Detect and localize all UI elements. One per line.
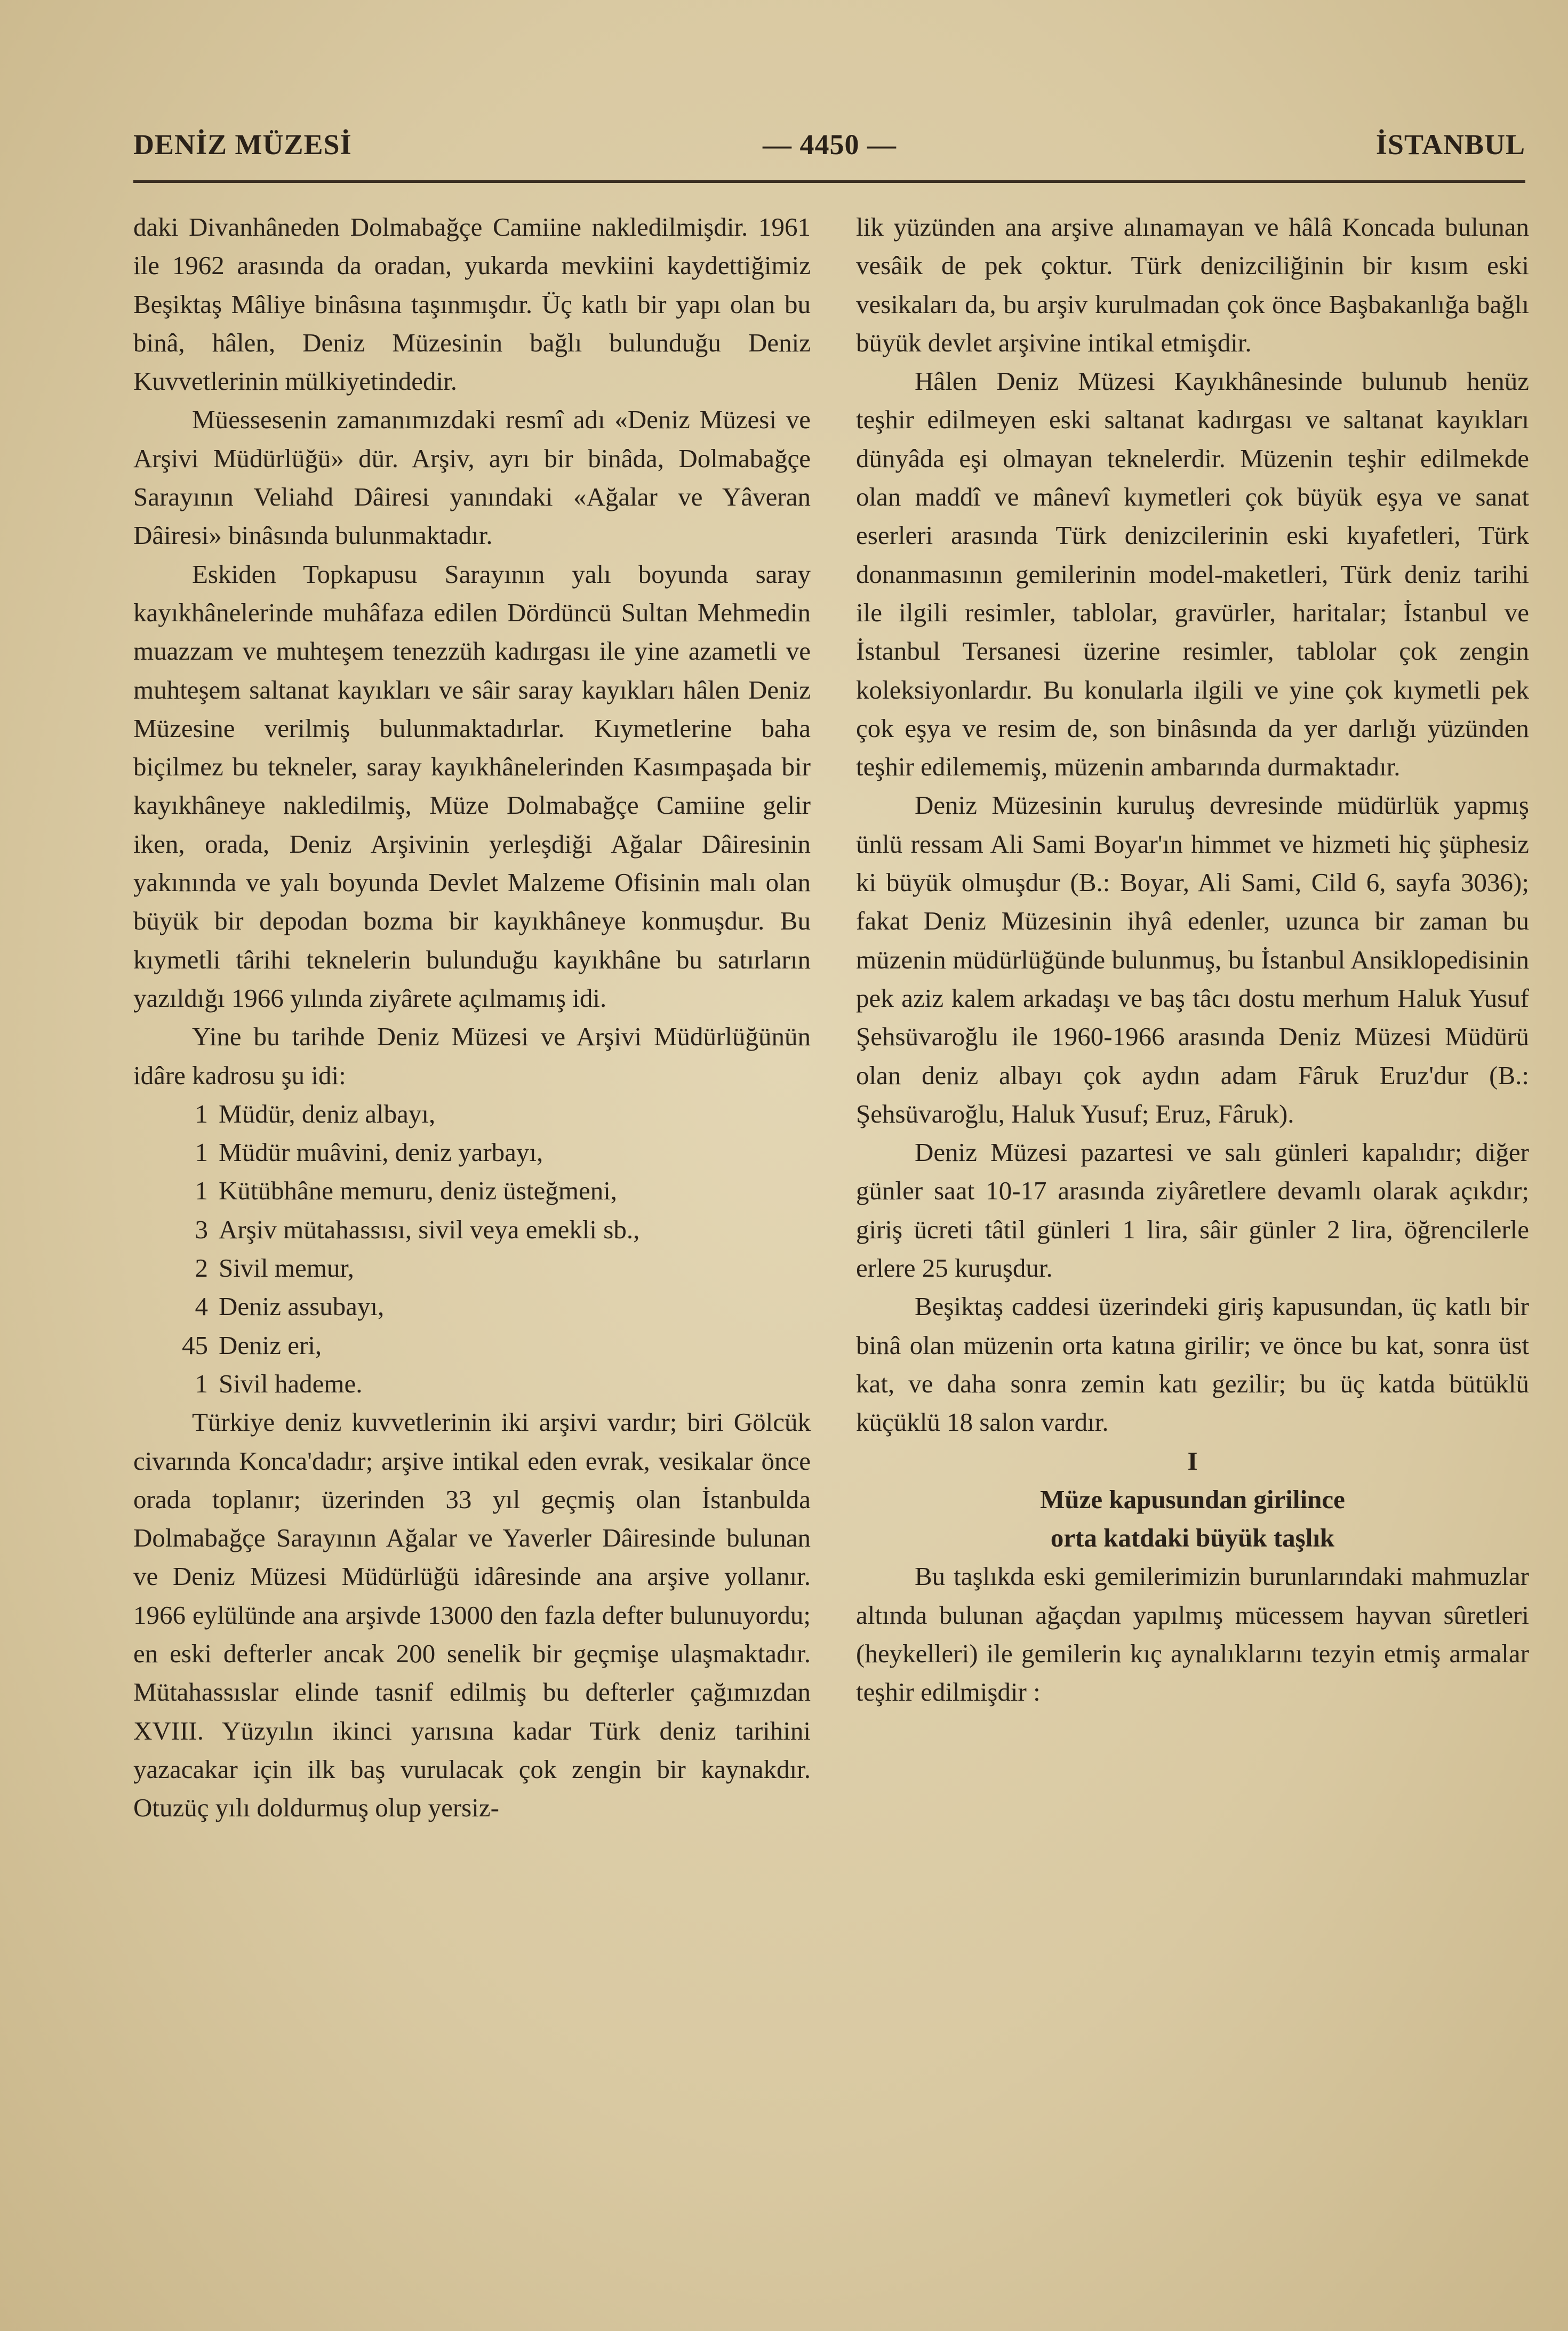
paragraph: Bu taşlıkda eski gemilerimizin burunlarındaki mahmuzlar altında bulunan ağaçdan yapılmış mücessem hayvan sûretleri (heykelleri) ile gemilerin kıç aynalıklarını tezyin etmiş armalar teşhir edilmişdir : (856, 1561, 1529, 1707)
paragraph: Deniz Müzesinin kuruluş devresinde müdürlük yapmış ünlü ressam Ali Sami Boyar'ın himmet ve hizmeti hiç şüphesiz ki büyük olmuşdur (B.: Boyar, Ali Sami, Cild 6, sayfa 3036); fakat Deniz Müzesinin ihyâ edenler, uzunca bir zaman bu müzenin müdürlüğünde bulunmuş, bu İstanbul Ansiklopedisinin pek aziz kalem arkadaşı ve baş tâcı dostu merhum Haluk Yusuf Şehsüvaroğlu ile 1960-1966 arasında Deniz Müzesi Müdürü olan deniz albayı çok aydın adam Fâruk Eruz'dur (B.: Şehsüvaroğlu, Haluk Yusuf; Eruz, Fâruk). (856, 790, 1529, 1128)
header-rule (133, 180, 1525, 183)
staff-count: 4 (195, 1292, 208, 1321)
running-section: İSTANBUL (1375, 129, 1525, 161)
page-number: — 4450 — (763, 129, 897, 161)
paragraph: Eskiden Topkapusu Sarayının yalı boyunda saray kayıkhânelerinde muhâfaza edilen Dördüncü Sultan Mehmedin muazzam ve muhteşem tenezzüh kadırgası ile yine azametli ve muhteşem saltanat kayıkları ve sâir saray kayıkları hâlen Deniz Müzesine verilmiş bulunmaktadırlar. Kıymetlerine baha biçilmez bu tekneler, saray kayıkhânelerinden Kasımpaşada bir kayıkhâneye nakledilmiş, Müze Dolmabağçe Camiine gelir iken, orada, Deniz Arşivinin yerleşdiği Ağalar Dâiresinin yakınında ve yalı boyunda Devlet Malzeme Ofisinin malı olan büyük bir depodan bozma bir kayıkhâneye konmuşdur. Bu kıymetli târihi teknelerin bulunduğu kayıkhâne bu satırların yazıldığı 1966 yılında ziyârete açılmamış idi. (133, 559, 811, 1013)
staff-role: Deniz assubayı, (219, 1292, 385, 1321)
staff-role: Arşiv mütahassısı, sivil veya emekli sb., (219, 1214, 640, 1244)
staff-role: Kütübhâne memuru, deniz üsteğmeni, (219, 1176, 618, 1206)
paragraph: Deniz Müzesi pazartesi ve salı günleri kapalıdır; diğer günler saat 10-17 arasında ziyâretlere devamlı olarak açıkdır; giriş ücreti tâtil günleri 1 lira, sâir günler 2 lira, öğrencilerle erlere 25 kuruşdur. (856, 1138, 1529, 1283)
list-item (133, 1287, 811, 1326)
staff-role: Sivil hademe. (219, 1368, 363, 1398)
section-title-line: orta katdaki büyük taşlık (1050, 1523, 1335, 1553)
staff-role: Müdür muâvini, deniz yarbayı, (219, 1138, 543, 1167)
list-item (133, 1365, 811, 1403)
staff-count: 2 (195, 1253, 208, 1283)
paragraph: Beşiktaş caddesi üzerindeki giriş kapusundan, üç katlı bir binâ olan müzenin orta katına girilir; ve önce bu kat, sonra üst kat, ve daha sonra zemin katı gezilir; bu üç katda bütüklü küçüklü 18 salon vardır. (856, 1292, 1529, 1437)
paragraph: daki Divanhâneden Dolmabağçe Camiine nakledilmişdir. 1961 ile 1962 arasında da oradan, yukarda mevkiini kaydettiğimiz Beşiktaş Mâliye binâsına taşınmışdır. Üç katlı bir yapı olan bu binâ, hâlen, Deniz Müzesinin bağlı bulunduğu Deniz Kuvvetlerinin mülkiyetindedir. (133, 212, 811, 396)
list-item (133, 1095, 811, 1133)
staff-list (133, 1095, 811, 1403)
paragraph: Hâlen Deniz Müzesi Kayıkhânesinde bulunub henüz teşhir edilmeyen eski saltanat kadırgası ve saltanat kayıkları dünyâda eşi olmayan teknelerdir. Müzenin teşhir edilmekde olan maddî ve mânevî kıymetleri çok büyük eşya ve sanat eserleri arasında Türk denizcilerinin eski kıyafetleri, Türk donanmasının gemilerinin model-maketleri, Türk deniz tarihi ile ilgili resimler, tablolar, gravürler, haritalar; İstanbul ve İstanbul Tersanesi üzerine resimler, tablolar çok zengin koleksiyonlardır. Bu konularla ilgili ve yine çok kıymetli pek çok eşya ve resim de, son binâsında da yer darlığı yüzünden teşhir edilememiş, müzenin ambarında durmaktadır. (856, 366, 1529, 782)
staff-count: 1 (195, 1099, 208, 1128)
section-title (856, 1480, 1529, 1558)
right-column (856, 208, 1529, 1712)
paragraph: Müessesenin zamanımızdaki resmî adı «Deniz Müzesi ve Arşivi Müdürlüğü» dür. Arşiv, ayrı bir binâda, Dolmabağçe Sarayının Veliahd Dâiresi yanındaki «Ağalar ve Yâveran Dâiresi» binâsında bulunmaktadır. (133, 405, 811, 550)
list-item (133, 1249, 811, 1287)
page-header (133, 128, 1525, 171)
list-item (133, 1326, 811, 1365)
staff-role: Sivil memur, (219, 1253, 354, 1283)
section-number: I (1187, 1446, 1198, 1476)
left-column (133, 208, 811, 1827)
section-title-line: Müze kapusundan girilince (1040, 1484, 1345, 1514)
staff-count: 1 (195, 1138, 208, 1167)
staff-role: Müdür, deniz albayı, (219, 1099, 436, 1128)
list-item (133, 1133, 811, 1172)
list-item (133, 1211, 811, 1249)
paragraph: lik yüzünden ana arşive alınamayan ve hâlâ Koncada bulunan vesâik de pek çoktur. Türk denizciliğinin bir kısım eski vesikaları da, bu arşiv kurulmadan çok önce Başbakanlığa bağlı büyük devlet arşivine intikal etmişdir. (856, 212, 1529, 357)
staff-count: 3 (195, 1214, 208, 1244)
staff-count: 1 (195, 1176, 208, 1206)
staff-count: 1 (195, 1368, 208, 1398)
running-title: DENİZ MÜZESİ (133, 129, 352, 161)
staff-role: Deniz eri, (219, 1330, 322, 1360)
paragraph: Türkiye deniz kuvvetlerinin iki arşivi vardır; biri Gölcük civarında Konca'dadır; arşive intikal eden evrak, vesikalar önce orada toplanır; üzerinden 33 yıl geçmiş olan İstanbulda Dolmabağçe Sarayının Ağalar ve Yaverler Dâiresinde bulunan ve Deniz Müzesi Müdürlüğü idâresinde ana arşive yollanır. 1966 eylülünde ana arşivde 13000 den fazla defter bulunuyordu; en eski defterler ancak 200 senelik bir geçmişe ulaşmaktadır. Mütahassıslar elinde tasnif edilmiş bu defterler çağımızdan XVIII. Yüzyılın ikinci yarısına kadar Türk deniz tarihini yazacakar için ilk baş vurulacak çok zengin bir kaynakdır. Otuzüç yılı doldurmuş olup yersiz- (133, 1407, 811, 1823)
list-item (133, 1172, 811, 1210)
staff-count: 45 (182, 1330, 208, 1360)
paragraph: Yine bu tarihde Deniz Müzesi ve Arşivi Müdürlüğünün idâre kadrosu şu idi: (133, 1022, 811, 1090)
